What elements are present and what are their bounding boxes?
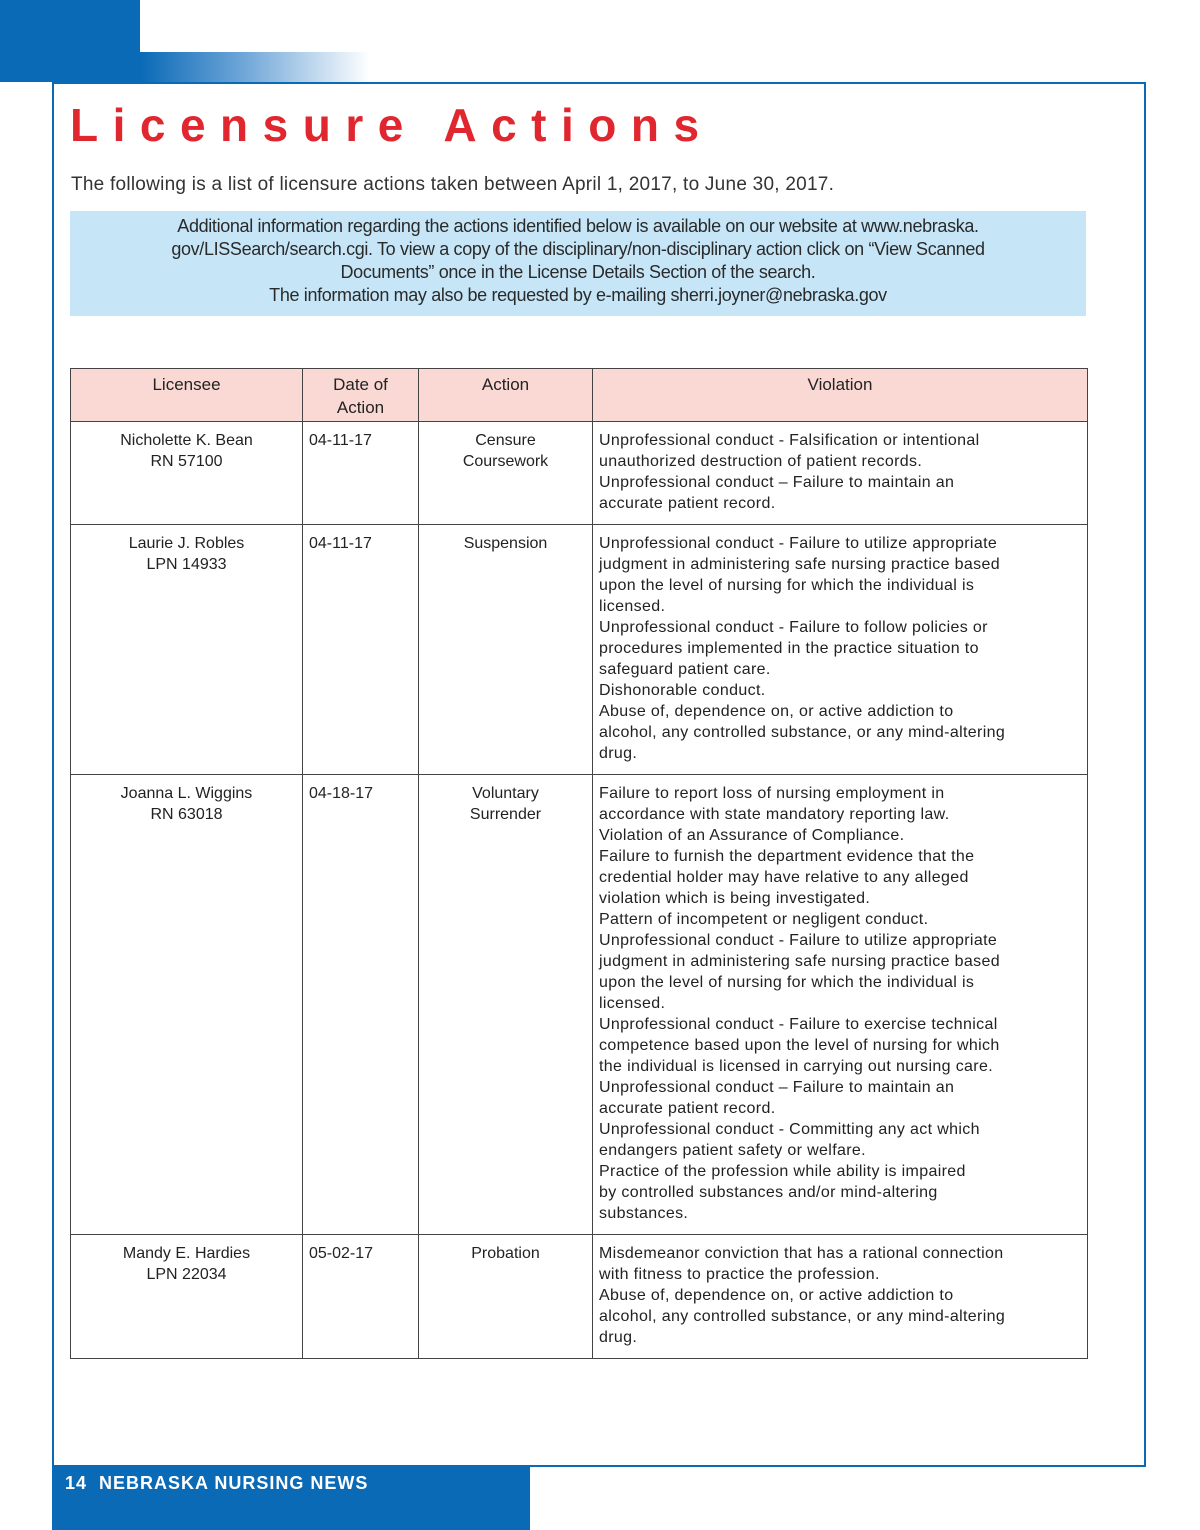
license-number: LPN 22034 bbox=[146, 1266, 227, 1283]
licensee-cell bbox=[71, 422, 303, 525]
violation-line: by controlled substances and/or mind-altering bbox=[599, 1184, 938, 1201]
violation-line: Unprofessional conduct – Failure to maintain an bbox=[599, 474, 955, 491]
info-line: The information may also be requested by e-mailing sherri.joyner@nebraska.gov bbox=[269, 285, 887, 305]
violation-line: violation which is being investigated. bbox=[599, 890, 871, 907]
page-number: 14 bbox=[65, 1473, 88, 1493]
action-cell bbox=[419, 422, 593, 525]
info-line: Additional information regarding the actions identified below is available on our website at www.nebraska. bbox=[177, 216, 979, 236]
licensee-name: Nicholette K. Bean bbox=[120, 432, 253, 449]
table-row bbox=[71, 422, 1088, 525]
header-date-line: Action bbox=[336, 398, 385, 417]
violation-line: Dishonorable conduct. bbox=[599, 682, 766, 699]
violation-line: Unprofessional conduct - Failure to utilize appropriate bbox=[599, 535, 998, 552]
licensee-cell bbox=[71, 525, 303, 775]
date-cell: 04-11-17 bbox=[303, 422, 419, 525]
violation-line: Violation of an Assurance of Compliance. bbox=[599, 827, 905, 844]
violation-line: alcohol, any controlled substance, or any mind-altering bbox=[599, 724, 1006, 741]
violation-line: competence based upon the level of nursing for which bbox=[599, 1037, 1000, 1054]
date-cell: 04-18-17 bbox=[303, 775, 419, 1235]
violation-cell bbox=[593, 422, 1088, 525]
license-number: RN 63018 bbox=[150, 806, 223, 823]
action-line: Coursework bbox=[462, 453, 549, 470]
violation-line: endangers patient safety or welfare. bbox=[599, 1142, 866, 1159]
table-body bbox=[71, 422, 1088, 1359]
licensee-cell bbox=[71, 1235, 303, 1359]
violation-line: Practice of the profession while ability is impaired bbox=[599, 1163, 966, 1180]
violation-cell bbox=[593, 1235, 1088, 1359]
violation-line: procedures implemented in the practice situation to bbox=[599, 640, 979, 657]
violation-line: Unprofessional conduct - Committing any act which bbox=[599, 1121, 980, 1138]
violation-line: Failure to furnish the department evidence that the bbox=[599, 848, 975, 865]
violation-line: Unprofessional conduct - Failure to follow policies or bbox=[599, 619, 988, 636]
violation-line: licensed. bbox=[599, 598, 666, 615]
top-gradient-bar bbox=[140, 52, 370, 82]
violation-line: Pattern of incompetent or negligent conduct. bbox=[599, 911, 929, 928]
action-cell bbox=[419, 775, 593, 1235]
violation-line: alcohol, any controlled substance, or any mind-altering bbox=[599, 1308, 1006, 1325]
violation-line: accurate patient record. bbox=[599, 1100, 776, 1117]
page-title: Licensure Actions bbox=[70, 99, 714, 151]
licensure-actions-table bbox=[70, 368, 1088, 1359]
violation-line: the individual is licensed in carrying out nursing care. bbox=[599, 1058, 994, 1075]
violation-line: licensed. bbox=[599, 995, 666, 1012]
violation-line: substances. bbox=[599, 1205, 689, 1222]
licensee-cell bbox=[71, 775, 303, 1235]
table-row bbox=[71, 1235, 1088, 1359]
violation-line: Unprofessional conduct - Failure to exercise technical bbox=[599, 1016, 998, 1033]
violation-line: judgment in administering safe nursing practice based bbox=[599, 556, 1000, 573]
licensee-name: Laurie J. Robles bbox=[128, 535, 245, 552]
header-licensee: Licensee bbox=[71, 369, 303, 422]
violation-line: credential holder may have relative to any alleged bbox=[599, 869, 969, 886]
violation-line: with fitness to practice the profession. bbox=[599, 1266, 880, 1283]
footer-text bbox=[65, 1473, 368, 1494]
top-corner-block bbox=[0, 0, 140, 82]
violation-line: accurate patient record. bbox=[599, 495, 776, 512]
table-header-row bbox=[71, 369, 1088, 422]
date-cell: 04-11-17 bbox=[303, 525, 419, 775]
violation-line: drug. bbox=[599, 1329, 638, 1346]
info-line: Documents” once in the License Details Section of the search. bbox=[340, 262, 816, 282]
license-number: RN 57100 bbox=[150, 453, 223, 470]
table-row bbox=[71, 525, 1088, 775]
intro-text: The following is a list of licensure actions taken between April 1, 2017, to June 30, 2017. bbox=[71, 174, 835, 195]
action-line: Voluntary bbox=[472, 785, 539, 802]
violation-line: judgment in administering safe nursing practice based bbox=[599, 953, 1000, 970]
violation-cell bbox=[593, 525, 1088, 775]
action-line: Suspension bbox=[463, 535, 548, 552]
header-date-line: Date of bbox=[333, 375, 388, 394]
violation-line: Unprofessional conduct – Failure to maintain an bbox=[599, 1079, 955, 1096]
violation-line: Unprofessional conduct - Falsification or intentional bbox=[599, 432, 980, 449]
violation-line: Misdemeanor conviction that has a rational connection bbox=[599, 1245, 1004, 1262]
action-line: Surrender bbox=[469, 806, 542, 823]
license-number: LPN 14933 bbox=[146, 556, 227, 573]
action-line: Censure bbox=[475, 432, 536, 449]
action-cell bbox=[419, 1235, 593, 1359]
violation-line: Abuse of, dependence on, or active addiction to bbox=[599, 703, 954, 720]
licensee-name: Joanna L. Wiggins bbox=[120, 785, 253, 802]
header-action: Action bbox=[419, 369, 593, 422]
violation-line: safeguard patient care. bbox=[599, 661, 771, 678]
violation-line: Failure to report loss of nursing employment in bbox=[599, 785, 945, 802]
violation-cell bbox=[593, 775, 1088, 1235]
action-line: Probation bbox=[471, 1245, 540, 1262]
violation-line: drug. bbox=[599, 745, 638, 762]
date-cell: 05-02-17 bbox=[303, 1235, 419, 1359]
violation-line: upon the level of nursing for which the individual is bbox=[599, 577, 975, 594]
violation-line: upon the level of nursing for which the individual is bbox=[599, 974, 975, 991]
publication-name: NEBRASKA NURSING NEWS bbox=[99, 1473, 369, 1493]
action-cell bbox=[419, 525, 593, 775]
info-line: gov/LISSearch/search.cgi. To view a copy of the disciplinary/non-disciplinary action click on “View Scanned bbox=[171, 239, 985, 259]
licensee-name: Mandy E. Hardies bbox=[122, 1245, 251, 1262]
violation-line: Abuse of, dependence on, or active addiction to bbox=[599, 1287, 954, 1304]
violation-line: Unprofessional conduct - Failure to utilize appropriate bbox=[599, 932, 998, 949]
table-row bbox=[71, 775, 1088, 1235]
header-violation: Violation bbox=[593, 369, 1088, 422]
header-date-of-action bbox=[303, 369, 419, 422]
info-box bbox=[70, 211, 1086, 316]
violation-line: accordance with state mandatory reporting law. bbox=[599, 806, 950, 823]
violation-line: unauthorized destruction of patient records. bbox=[599, 453, 923, 470]
